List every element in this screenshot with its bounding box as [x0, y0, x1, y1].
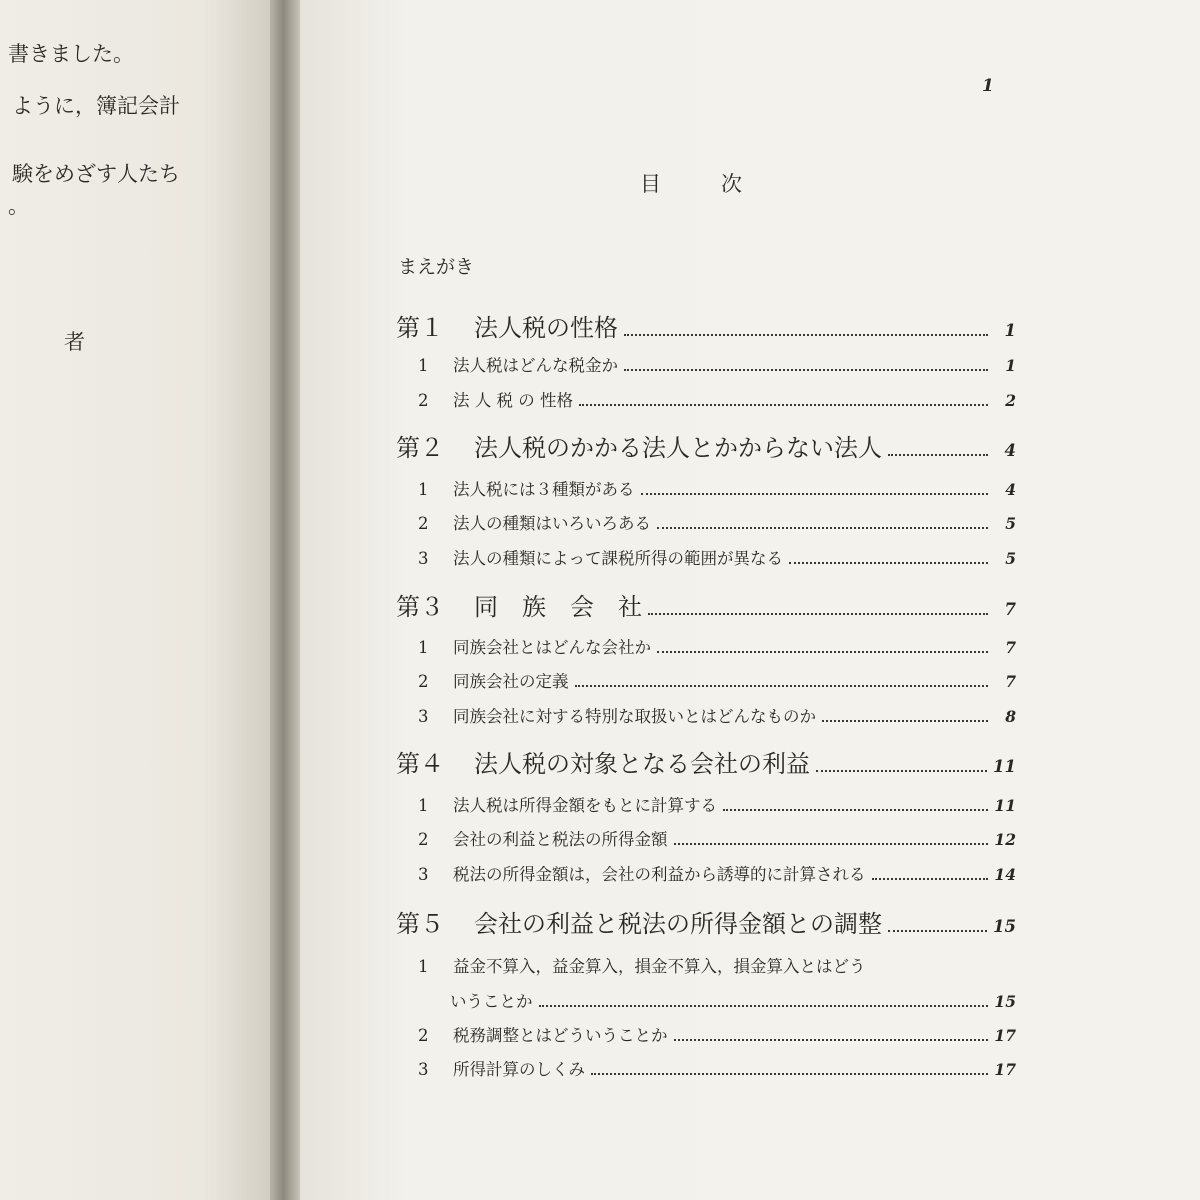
dot-leader: [575, 685, 989, 687]
left-page-line: 書きました。: [8, 42, 134, 66]
section-number: 1: [418, 638, 429, 657]
section-entry: [418, 953, 1016, 977]
chapter-entry: [396, 744, 1016, 780]
section-page: 14: [994, 865, 1016, 884]
section-entry: [418, 1056, 1016, 1081]
dot-leader: [723, 809, 988, 811]
section-page: 17: [994, 1060, 1016, 1079]
section-entry: [418, 476, 1016, 501]
toc-page: [300, 0, 1200, 1200]
preface-entry: まえがき: [398, 256, 475, 278]
section-page: 12: [994, 830, 1016, 849]
chapter-entry: [396, 904, 1016, 940]
section-title: 法人税は所得金額をもとに計算する: [453, 796, 717, 815]
section-title: 法 人 税 の 性格: [453, 391, 573, 410]
section-title: 法人税には３種類がある: [453, 480, 635, 499]
section-title: 法人の種類によって課税所得の範囲が異なる: [453, 549, 783, 568]
section-title: 所得計算のしくみ: [453, 1060, 585, 1079]
chapter-label: 第５: [396, 910, 444, 938]
section-number: 1: [418, 356, 429, 375]
dot-leader: [674, 843, 989, 845]
section-page: 2: [1005, 391, 1016, 410]
chapter-entry: [396, 587, 1016, 623]
section-number: 2: [418, 672, 429, 691]
chapter-page: 15: [993, 917, 1016, 936]
section-title: 会社の利益と税法の所得金額: [453, 830, 668, 849]
chapter-page: 1: [1004, 321, 1016, 340]
dot-leader: [648, 613, 988, 615]
section-entry: [418, 1022, 1016, 1047]
section-entry: [418, 545, 1016, 570]
toc-heading-char: 目: [640, 172, 663, 196]
left-page-line: ように，簿記会計: [12, 94, 180, 118]
chapter-title: 同 族 会 社: [474, 593, 642, 621]
section-entry: [418, 668, 1016, 693]
chapter-title: 法人税の性格: [474, 314, 618, 342]
dot-leader: [579, 404, 988, 406]
section-page: 7: [1005, 672, 1016, 691]
chapter-title: 法人税のかかる法人とかからない法人: [474, 434, 882, 462]
dot-leader: [657, 527, 988, 529]
dot-leader: [591, 1073, 988, 1075]
section-entry: [418, 352, 1016, 377]
section-number: 1: [418, 957, 429, 976]
section-number: 1: [418, 480, 429, 499]
section-page: 4: [1005, 480, 1016, 499]
section-title: 益金不算入，益金算入，損金不算入，損金算入とはどう: [453, 957, 866, 976]
chapter-title: 会社の利益と税法の所得金額との調整: [474, 910, 882, 938]
section-title: 法人の種類はいろいろある: [453, 514, 651, 533]
section-title: 税法の所得金額は，会社の利益から誘導的に計算される: [453, 865, 866, 884]
section-entry: [418, 387, 1016, 412]
chapter-page: 7: [1004, 600, 1016, 619]
section-entry: [418, 703, 1016, 728]
chapter-entry: [396, 428, 1016, 464]
section-number: 3: [418, 549, 429, 568]
dot-leader: [657, 651, 988, 653]
book-gutter: [270, 0, 300, 1200]
left-page-line: 者: [64, 330, 85, 354]
section-page: 5: [1005, 514, 1016, 533]
chapter-label: 第３: [396, 593, 444, 621]
page-number: 1: [982, 76, 994, 96]
chapter-label: 第１: [396, 314, 444, 342]
section-title: いうことか: [450, 992, 533, 1011]
section-entry: [418, 826, 1016, 851]
section-title: 同族会社の定義: [453, 672, 569, 691]
dot-leader: [789, 562, 988, 564]
dot-leader: [816, 770, 987, 772]
chapter-page: 4: [1004, 441, 1016, 460]
section-number: 2: [418, 514, 429, 533]
chapter-title: 法人税の対象となる会社の利益: [474, 750, 810, 778]
section-title: 法人税はどんな税金か: [453, 356, 618, 375]
section-entry: [418, 510, 1016, 535]
section-page: 7: [1005, 638, 1016, 657]
left-page-line: 。: [8, 194, 29, 218]
section-page: 5: [1005, 549, 1016, 568]
toc-heading: [640, 168, 802, 198]
chapter-label: 第４: [396, 750, 444, 778]
section-page: 8: [1005, 707, 1016, 726]
dot-leader: [624, 369, 988, 371]
dot-leader: [624, 334, 988, 336]
section-title: 同族会社とはどんな会社か: [453, 638, 651, 657]
left-page: [0, 0, 270, 1200]
toc-heading-char: 次: [721, 172, 744, 196]
section-title: 同族会社に対する特別な取扱いとはどんなものか: [453, 707, 816, 726]
dot-leader: [888, 930, 987, 932]
section-page: 11: [994, 796, 1016, 815]
chapter-entry: [396, 308, 1016, 344]
section-entry-continuation: [450, 988, 1016, 1013]
dot-leader: [539, 1005, 989, 1007]
dot-leader: [641, 493, 989, 495]
section-page: 15: [994, 992, 1016, 1011]
section-number: 3: [418, 1060, 429, 1079]
dot-leader: [872, 878, 989, 880]
section-entry: [418, 634, 1016, 659]
section-number: 2: [418, 1026, 429, 1045]
section-entry: [418, 792, 1016, 817]
dot-leader: [822, 720, 988, 722]
chapter-label: 第２: [396, 434, 444, 462]
section-number: 3: [418, 865, 429, 884]
section-number: 3: [418, 707, 429, 726]
dot-leader: [888, 454, 988, 456]
section-page: 17: [994, 1026, 1016, 1045]
section-number: 2: [418, 391, 429, 410]
dot-leader: [674, 1039, 989, 1041]
chapter-page: 11: [993, 757, 1016, 776]
left-page-line: 験をめざす人たち: [12, 162, 180, 186]
section-number: 1: [418, 796, 429, 815]
section-title: 税務調整とはどういうことか: [453, 1026, 668, 1045]
section-page: 1: [1005, 356, 1016, 375]
section-number: 2: [418, 830, 429, 849]
section-entry: [418, 861, 1016, 886]
